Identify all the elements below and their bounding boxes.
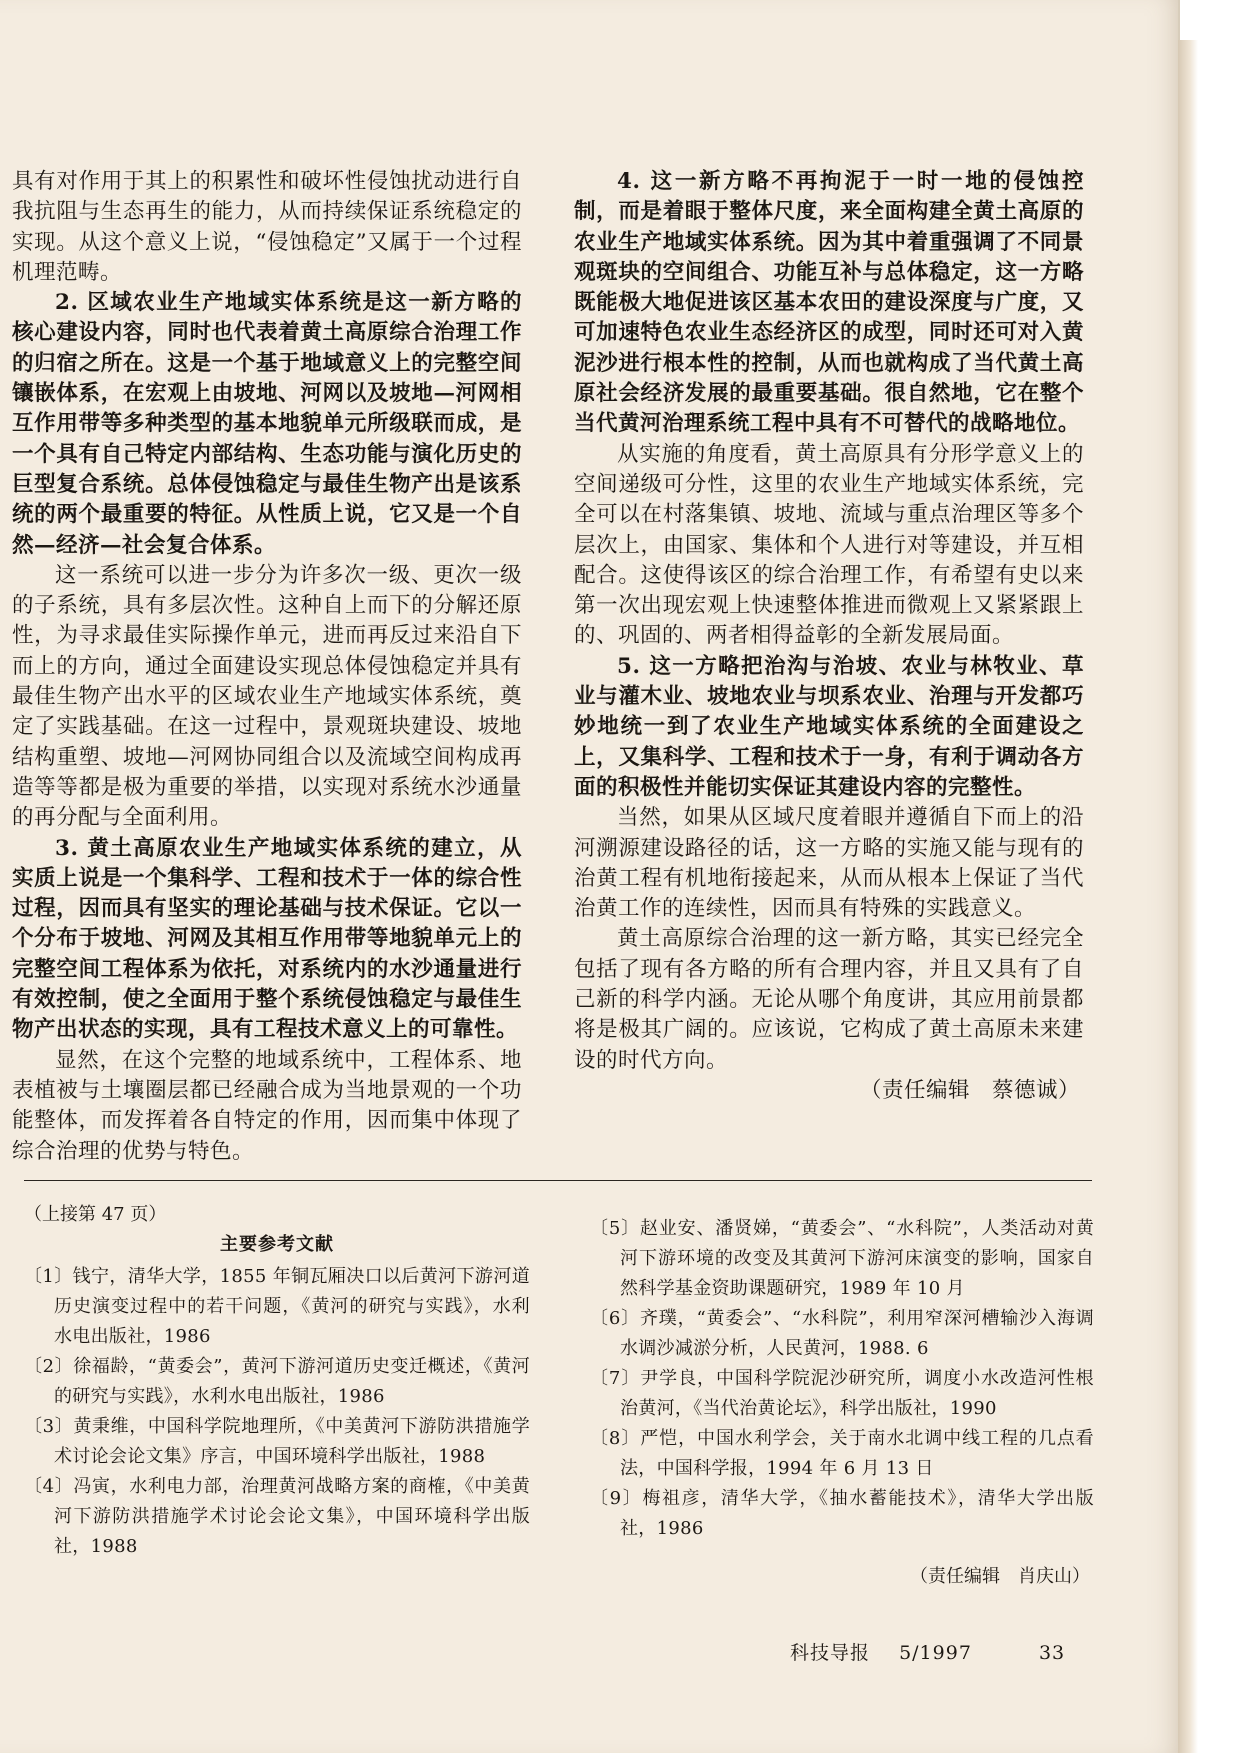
journal-name: 科技导报 — [790, 1642, 871, 1664]
references-title: 主要参考文献 — [220, 1234, 334, 1255]
references-left-column — [24, 1200, 530, 1562]
reference-item: 〔1〕钱宁，清华大学，1855 年铜瓦厢决口以后黄河下游河道历史演变过程中的若干问题，《黄河的研究与实践》，水利水电出版社，1986 — [24, 1266, 530, 1347]
reference-item: 〔7〕尹学良，中国科学院泥沙研究所，调度小水改造河性根治黄河，《当代治黄论坛》，科学出版社，1990 — [590, 1368, 1094, 1419]
reference-item: 〔3〕黄秉维，中国科学院地理所，《中美黄河下游防洪措施学术讨论会论文集》序言，中国环境科学出版社，1988 — [24, 1416, 530, 1467]
reference-item: 〔6〕齐璞，“黄委会”、“水科院”，利用窄深河槽输沙入海调水调沙减淤分析，人民黄河，1988. 6 — [590, 1308, 1094, 1359]
reference-item: 〔2〕徐福龄，“黄委会”，黄河下游河道历史变迁概述，《黄河的研究与实践》，水利水电出版社，1986 — [24, 1356, 530, 1407]
continued-note: （上接第 47 页） — [24, 1204, 167, 1225]
paragraph-point-2: 2. 区域农业生产地域实体系统是这一新方略的核心建设内容，同时也代表着黄土高原综合治理工作的归宿之所在。这是一个基于地域意义上的完整空间镶嵌体系，在宏观上由坡地、河网以及坡地—河网相互作用带等多种类型的基本地貌单元所级联而成，是一个具有自己特定内部结构、生态功能与演化历史的巨型复合系统。总体侵蚀稳定与最佳生物产出是该系统的两个最重要的特征。从性质上说，它又是一个自然—经济—社会复合体系。 — [12, 290, 522, 558]
paragraph: 黄土高原综合治理的这一新方略，其实已经完全包括了现有各方略的所有合理内容，并且又具有了自己新的科学内涵。无论从哪个角度讲，其应用前景都将是极其广阔的。应该说，它构成了黄土高原未来建设的时代方向。 — [574, 926, 1084, 1073]
reference-item: 〔9〕梅祖彦，清华大学，《抽水蓄能技术》，清华大学出版社，1986 — [590, 1488, 1094, 1539]
paragraph-point-3: 3. 黄土高原农业生产地域实体系统的建立，从实质上说是一个集科学、工程和技术于一体的综合性过程，因而具有坚实的理论基础与技术保证。它以一个分布于坡地、河网及其相互作用带等地貌单元上的完整空间工程体系为依托，对系统内的水沙通量进行有效控制，使之全面用于整个系统侵蚀稳定与最佳生物产出状态的实现，具有工程技术意义上的可靠性。 — [12, 835, 522, 1043]
page-footer — [790, 1638, 1065, 1665]
right-text-column — [574, 167, 1084, 1106]
issue-number: 5/1997 — [899, 1642, 972, 1664]
references-editor-credit: （责任编辑 肖庆山） — [910, 1566, 1090, 1587]
article-editor-credit: （责任编辑 蔡德诚） — [859, 1077, 1080, 1103]
page-edge-shadow — [1178, 40, 1198, 1753]
paragraph: 显然，在这个完整的地域系统中，工程体系、地表植被与土壤圈层都已经融合成为当地景观的一个功能整体，而发挥着各自特定的作用，因而集中体现了综合治理的优势与特色。 — [12, 1047, 522, 1164]
paragraph: 从实施的角度看，黄土高原具有分形学意义上的空间递级可分性，这里的农业生产地域实体系统，完全可以在村落集镇、坡地、流域与重点治理区等多个层次上，由国家、集体和个人进行对等建设，并互相配合。这使得该区的综合治理工作，有希望有史以来第一次出现宏观上快速整体推进而微观上又紧紧跟上的、巩固的、两者相得益彰的全新发展局面。 — [574, 441, 1084, 649]
left-text-column — [12, 167, 522, 1167]
page-number: 33 — [1038, 1642, 1066, 1664]
paragraph: 这一系统可以进一步分为许多次一级、更次一级的子系统，具有多层次性。这种自上而下的分解还原性，为寻求最佳实际操作单元，进而再反过来沿自下而上的方向，通过全面建设实现总体侵蚀稳定并具有最佳生物产出水平的区域农业生产地域实体系统，奠定了实践基础。在这一过程中，景观斑块建设、坡地结构重塑、坡地—河网协同组合以及流域空间构成再造等等都是极为重要的举措，以实现对系统水沙通量的再分配与全面利用。 — [12, 562, 522, 831]
paragraph-point-4: 4. 这一新方略不再拘泥于一时一地的侵蚀控制，而是着眼于整体尺度，来全面构建全黄土高原的农业生产地域实体系统。因为其中着重强调了不同景观斑块的空间组合、功能互补与总体稳定，这一方略既能极大地促进该区基本农田的建设深度与广度，又可加速特色农业生态经济区的成型，同时还可对入黄泥沙进行根本性的控制，从而也就构成了当代黄土高原社会经济发展的最重要基础。很自然地，它在整个当代黄河治理系统工程中具有不可替代的战略地位。 — [574, 169, 1084, 437]
paragraph: 当然，如果从区域尺度着眼并遵循自下而上的沿河溯源建设路径的话，这一方略的实施又能与现有的治黄工程有机地衔接起来，从而从根本上保证了当代治黄工作的连续性，因而具有特殊的实践意义。 — [574, 805, 1084, 922]
reference-item: 〔8〕严恺，中国水利学会，关于南水北调中线工程的几点看法，中国科学报，1994 年 6 月 13 日 — [590, 1428, 1094, 1479]
paragraph: 具有对作用于其上的积累性和破坏性侵蚀扰动进行自我抗阻与生态再生的能力，从而持续保证系统稳定的实现。从这个意义上说，“侵蚀稳定”又属于一个过程机理范畴。 — [12, 169, 522, 285]
reference-item: 〔5〕赵业安、潘贤娣，“黄委会”、“水科院”，人类活动对黄河下游环境的改变及其黄河下游河床演变的影响，国家自然科学基金资助课题研究，1989 年 10 月 — [590, 1218, 1094, 1299]
reference-item: 〔4〕冯寅，水利电力部，治理黄河战略方案的商榷，《中美黄河下游防洪措施学术讨论会论文集》，中国环境科学出版社，1988 — [24, 1476, 530, 1557]
paragraph-point-5: 5. 这一方略把治沟与治坡、农业与林牧业、草业与灌木业、坡地农业与坝系农业、治理与开发都巧妙地统一到了农业生产地域实体系统的全面建设之上，又集科学、工程和技术于一身，有利于调动各方面的积极性并能切实保证其建设内容的完整性。 — [574, 653, 1084, 800]
section-divider — [24, 1180, 1092, 1181]
references-right-column — [590, 1214, 1094, 1610]
